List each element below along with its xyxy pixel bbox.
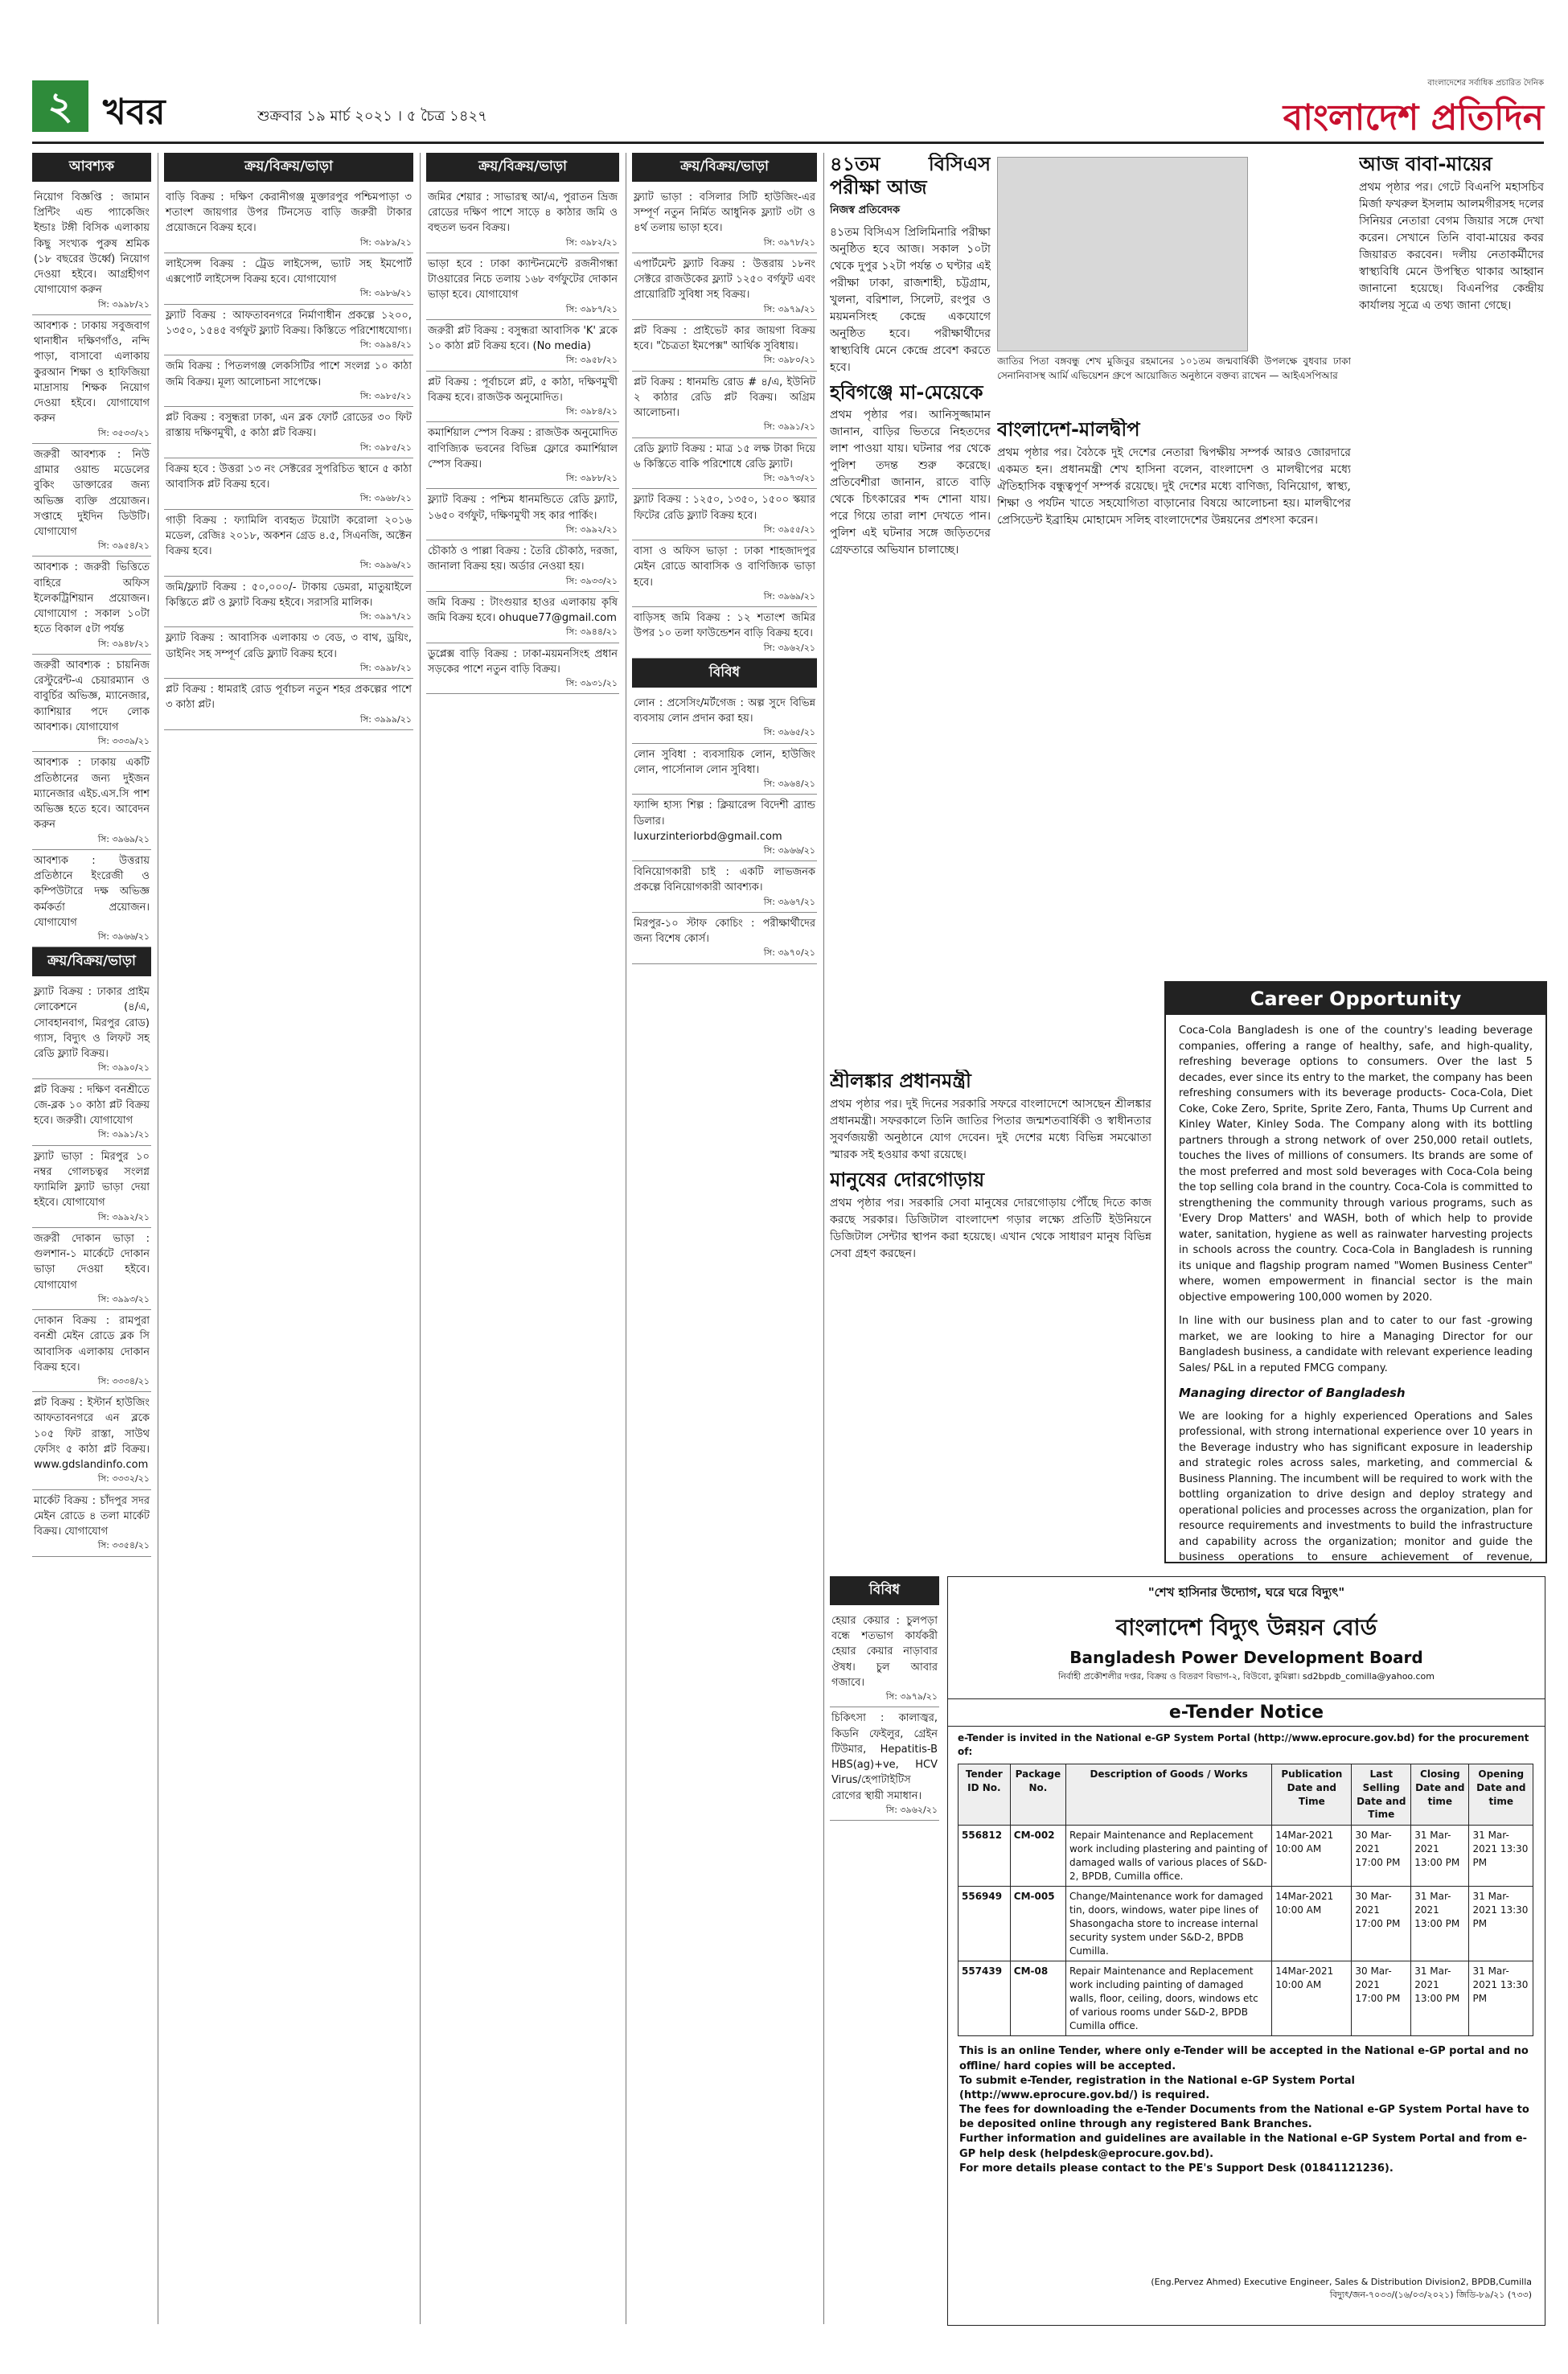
ad-serial: সি: ৩৯৯৩/২১ [97, 1293, 150, 1304]
table-row [958, 1887, 1533, 1961]
ad-serial: সি: ৩৯৬৪/২১ [763, 778, 815, 790]
ad-list [164, 187, 413, 730]
ad-list [632, 187, 817, 659]
ad-serial: সি: ৩৯৪৪/২১ [565, 626, 618, 638]
table-row [958, 1961, 1533, 2036]
classified-ad [426, 253, 619, 320]
classified-ad [164, 187, 413, 253]
photo-caption-box [997, 354, 1351, 410]
ad-text: জরুরী দোকান ভাড়া : গুলশান-১ মার্কেটে দোকান ভাড়া দেওয়া হইবে। যোগাযোগ [34, 1232, 150, 1292]
table-cell: 557439 [958, 1961, 1011, 2036]
ad-serial: সি: ৩৩৫৪/২১ [97, 1540, 150, 1551]
story-body: প্রথম পৃষ্ঠার পর। দুই দিনের সরকারি সফরে বাংলাদেশে আসছেন শ্রীলঙ্কার প্রধানমন্ত্রী। সফরকালে তিনি জাতির পিতার জন্মশতবার্ষিকী ও স্বাধীনতার সুবর্ণজয়ন্তী অনুষ্ঠানে যোগ দেবেন। দুই দেশের মধ্যে বিভিন্ন সমঝোতা স্মারক সই হওয়ার কথা রয়েছে। [830, 1097, 1151, 1161]
ad-serial: সি: ৩৯৯২/২১ [565, 524, 618, 535]
signer: (Eng.Pervez Ahmed) Executive Engineer, Sales & Distribution Division2, BPDB,Cumilla [1151, 2277, 1532, 2288]
classified-ad [426, 422, 619, 489]
ad-serial: সি: ৩৯৮৯/২১ [359, 236, 412, 248]
section-title: খবর [103, 92, 166, 133]
table-cell: CM-005 [1010, 1887, 1065, 1961]
ad-text: বিনিয়োগকারী চাই : একটি লাভজনক প্রকল্পে বিনিয়োগকারী আবশ্যক। [634, 866, 815, 894]
ad-text: প্লট বিক্রয় : পূর্বাচলে প্লট, ৫ কাঠা, দক্ষিণমুখী বিক্রয় হবে। রাজউক অনুমোদিত। [428, 376, 618, 404]
ad-serial: সি: ৩৯৯৮/২১ [97, 298, 150, 310]
table-cell: 14Mar-2021 10:00 AM [1272, 1826, 1352, 1887]
ad-text: ফ্ল্যাট বিক্রয় : আফতাবনগরে নির্মাণাধীন প্রকল্পে ১২০০, ১৩৫০, ১৫৪৫ বর্গফুট ফ্ল্যাট বিক্রয়। কিস্তিতে পরিশোধযোগ্য। [166, 309, 412, 337]
table-cell: 30 Mar-2021 17:00 PM [1352, 1961, 1411, 2036]
ad-serial: সি: ৩৯৮৫/২১ [359, 442, 412, 453]
table-cell: 31 Mar-2021 13:30 PM [1469, 1887, 1533, 1961]
ad-text: নিয়োগ বিজ্ঞপ্তি : জামান প্রিন্টিং এন্ড প্যাকেজিং ইন্ডাঃ টঙ্গী বিসিক এলাকায় কিছু সংখ্যক পুরুষ শ্রমিক (১৮ বছরের উর্ধ্বে) নিয়োগ দেওয়া হইবে। আগ্রহীগণ যোগাযোগ করুন [34, 191, 150, 297]
table-cell: 31 Mar-2021 13:00 PM [1411, 1961, 1469, 2036]
classified-ad [830, 1610, 939, 1707]
column-header: ক্রয়/বিক্রয়/ভাড়া [632, 153, 817, 182]
classified-ad [426, 489, 619, 540]
classified-ad [32, 752, 151, 849]
table-cell: 31 Mar-2021 13:00 PM [1411, 1826, 1469, 1887]
classified-ad [164, 355, 413, 407]
ad-serial: সি: ৩৯৭৯/২১ [885, 1691, 938, 1702]
page-number: ২ [32, 80, 88, 132]
org-name-bn: বাংলাদেশ বিদ্যুৎ উন্নয়ন বোর্ড [1115, 1614, 1377, 1641]
ad-serial: সি: ৩৩৩৪/২১ [97, 1375, 150, 1386]
ad-text: ফ্যান্সি হাস্য শিল্প : ক্লিয়ারেন্স বিদেশী ব্র্যান্ড ডিলার। luxurzinteriorbd@gmail.com [634, 799, 815, 843]
ad-serial: সি: ৩৯৫৮/২১ [565, 355, 618, 366]
classified-column-1 [32, 153, 151, 2316]
career-role: Managing director of Bangladesh [1179, 1386, 1406, 1400]
table-row [958, 1826, 1533, 1887]
ad-text: ভাড়া হবে : ঢাকা ক্যান্টনমেন্টে রজনীগন্ধা টাওয়ারের নিচে তলায় ১৬৮ বর্গফুটের দোকান ভাড়া হবে। যোগাযোগ [428, 257, 618, 302]
ad-text: ফ্ল্যাট ভাড়া : মিরপুর ১০ নম্বর গোলচত্বর সংলগ্ন ফ্যামিলি ফ্ল্যাট ভাড়া দেয়া হইবে। যোগাযোগ [34, 1150, 150, 1210]
classified-ad [32, 850, 151, 947]
ad-serial: সি: ৩৫৩৩/২১ [97, 427, 150, 438]
table-cell: 556812 [958, 1826, 1011, 1887]
tender-table [958, 1764, 1533, 2036]
ad-text: প্লট বিক্রয় : ধামরাই রোড পূর্বাচল নতুন শহর প্রকল্পের পাশে ৩ কাঠা প্লট। [166, 684, 412, 712]
headline: বাংলাদেশ-মালদ্বীপ [997, 418, 1140, 441]
org-name-en: Bangladesh Power Development Board [1069, 1648, 1423, 1667]
tender-note: Further information and guidelines are available in the National e-GP System Portal and from e-GP help desk (helpdesk@eprocure.gov.bd). [959, 2133, 1528, 2160]
ad-text: ফ্ল্যাট বিক্রয় : ১২৫০, ১৩৫০, ১৫০০ স্কয়ার ফিটের রেডি ফ্ল্যাট বিক্রয় হবে। [634, 494, 815, 522]
ad-text: বিক্রয় হবে : উত্তরা ১৩ নং সেক্টরের সুপরিচিত স্থানে ৫ কাঠা আবাসিক প্লট বিক্রয় হবে। [166, 462, 412, 491]
ad-serial: সি: ৩৯৩৩/২১ [565, 575, 618, 586]
classified-ad [632, 253, 817, 320]
classified-ad [32, 1228, 151, 1310]
ad-serial: সি: ৩৯৯৪/২১ [359, 339, 412, 351]
table-cell: 31 Mar-2021 13:30 PM [1469, 1826, 1533, 1887]
ad-serial: সি: ৩৯৬৬/২১ [763, 844, 815, 856]
newspaper-logo [1283, 77, 1544, 150]
logo-tagline: বাংলাদেশের সর্বাধিক প্রচারিত দৈনিক [1427, 79, 1544, 88]
headline: হবিগঞ্জে মা-মেয়েকে [830, 380, 983, 404]
ad-serial: সি: ৩৯৬৬/২১ [97, 930, 150, 942]
career-para: In line with our business plan and to cater to our fast -growing market, we are looking to hire a Managing Director for our Bangladesh business, a candidate with relevant experience leading Sales/ P&L in a reputed FMCG company. [1179, 1315, 1533, 1374]
news-photo [997, 157, 1248, 351]
classified-ad [426, 372, 619, 423]
ad-text: লোন : প্রসেসিং/মর্টগেজ : অল্প সুদে বিভিন্ন ব্যবসায় লোন প্রদান করা হয়। [634, 696, 815, 725]
classified-ad [32, 1490, 151, 1557]
ad-serial: সি: ৩৯৫৪/২১ [97, 540, 150, 552]
ad-serial: সি: ৩৯৮৭/২১ [565, 303, 618, 314]
ad-text: আবশ্যক : ঢাকায় একটি প্রতিষ্ঠানের জন্য দুইজন ম্যানেজার এইচ.এস.সি পাশ অভিজ্ঞ হতে হবে। আবেদন করুন [34, 757, 150, 832]
tender-intro: e-Tender is invited in the National e-GP System Portal (http://www.eprocure.gov.bd) for the procurement of: [958, 1732, 1529, 1758]
ad-serial: সি: ৩৩৩৯/২১ [97, 736, 150, 747]
ad-text: রেডি ফ্ল্যাট বিক্রয় : মাত্র ১৫ লক্ষ টাকা দিয়ে ৬ কিস্তিতে বাকি পরিশোধে রেডি ফ্ল্যাট। [634, 442, 815, 470]
classified-ad [426, 187, 619, 253]
classified-ad [632, 438, 817, 490]
table-cell: 31 Mar-2021 13:30 PM [1469, 1961, 1533, 2036]
ad-text: জরুরী আবশ্যক : চায়নিজ রেস্টুরেন্ট-এ চেয়ারম্যান ও বাবুর্চির অভিজ্ঞ, ম্যানেজার, ক্যাশিয়ার পদে লোক আবশ্যক। যোগাযোগ [34, 659, 150, 733]
column-header: বিবিধ [632, 659, 817, 688]
ad-text: লোন সুবিধা : ব্যবসায়িক লোন, হাউজিং লোন, পার্সোনাল লোন সুবিধা। [634, 748, 815, 776]
ad-text: লাইসেন্স বিক্রয় : ট্রেড লাইসেন্স, ভ্যাট সহ ইমপোর্ট এক্সপোর্ট লাইসেন্স বিক্রয় হবে। যোগাযোগ [166, 257, 412, 286]
news-bcs [830, 153, 991, 1062]
story-body: প্রথম পৃষ্ঠার পর। আনিসুজ্জামান জানান, বাড়ির ভিতরে নিহতদের লাশ পাওয়া যায়। ঘটনার পর থেকে পুলিশ তদন্ত শুরু করেছে। প্রতিবেশীরা জানান, রাতে বাড়ি থেকে চিৎকারের শব্দ শোনা যায়। পরে গিয়ে তারা লাশ দেখতে পান। পুলিশ এই ঘটনার সঙ্গে জড়িতদের গ্রেফতারে অভিযান চালাচ্ছে। [830, 409, 991, 557]
classified-ad [32, 187, 151, 315]
ad-text: জরুরী আবশ্যক : নিউ গ্রামার ওয়ান্ড মডেলের বুকিং ডাক্তারের জন্য অভিজ্ঞ ব্যক্তি প্রয়োজন। সপ্তাহে দুইদিন ডিউটি। যোগাযোগ [34, 448, 150, 538]
ad-text: দোকান বিক্রয় : রামপুরা বনশ্রী মেইন রোডে ব্লক সি আবাসিক এলাকায় দোকান বিক্রয় হবে। [34, 1315, 150, 1374]
ad-text: কমার্শিয়াল স্পেস বিক্রয় : রাজউক অনুমোদিত বাণিজ্যিক ভবনের বিভিন্ন ফ্লোরে কমার্শিয়াল স্পেস বিক্রয়। [428, 427, 618, 470]
logo-name: বাংলাদেশ প্রতিদিন [1283, 97, 1544, 138]
ad-serial: সি: ৩৯৬২/২১ [763, 642, 815, 653]
classified-ad [632, 795, 817, 861]
ad-text: জমি বিক্রয় : পিতলগঞ্জ লেকসিটির পাশে সংলগ্ন ১০ কাঠা জমি বিক্রয়। মূল্য আলোচনা সাপেক্ষে। [166, 360, 412, 388]
classified-ad [632, 744, 817, 795]
ad-list [830, 1610, 939, 1821]
column-header: ক্রয়/বিক্রয়/ভাড়া [164, 153, 413, 182]
classified-ad [32, 444, 151, 557]
ad-list [32, 187, 151, 947]
ad-text: ডুপ্লেক্স বাড়ি বিক্রয় : ঢাকা-ময়মনসিংহ প্রধান সড়কের পাশে নতুন বাড়ি বিক্রয়। [428, 647, 618, 676]
classified-ad [164, 577, 413, 628]
story-body: ৪১তম বিসিএস প্রিলিমিনারি পরীক্ষা অনুষ্ঠিত হবে আজ। সকাল ১০টা থেকে দুপুর ১২টা পর্যন্ত ৩ ঘণ্টার এই পরীক্ষা ঢাকা, রাজশাহী, চট্টগ্রাম, খুলনা, বরিশাল, সিলেট, রংপুর ও ময়মনসিংহ কেন্দ্রে একযোগে অনুষ্ঠিত হবে। পরীক্ষার্থীদের স্বাস্থ্যবিধি মেনে কেন্দ্রে প্রবেশ করতে হবে। [830, 225, 991, 374]
column-header: ক্রয়/বিক্রয়/ভাড়া [426, 153, 619, 182]
tender-note: This is an online Tender, where only e-Tender will be accepted in the National e-GP portal and no offline/ hard copies will be accepted. [959, 2045, 1529, 2072]
ad-text: চৌকাঠ ও পাল্লা বিক্রয় : তৈরি চৌকাঠ, দরজা, জানালা বিক্রয় হয়। অর্ডার নেওয়া হয়। [428, 545, 618, 573]
classified-ad [632, 692, 817, 744]
table-header: Publication Date and Time [1272, 1764, 1352, 1825]
classified-ad [426, 540, 619, 592]
ad-text: বাড়ি বিক্রয় : দক্ষিণ কেরানীগঞ্জ মুক্তারপুর পশ্চিমপাড়া ৩ শতাংশ জায়গার উপর টিনসেড বাড়ি জরুরী টাকার প্রয়োজনে বিক্রয় হবে। [166, 191, 412, 235]
signature-block [1151, 2276, 1532, 2301]
ad-text: প্লট বিক্রয় : ধানমন্ডি রোড # ৪/এ, ইউনিট ২ কাঠার রেডি প্লট বিক্রয়। অগ্রিম আলোচনা। [634, 376, 815, 420]
story-body: প্রথম পৃষ্ঠার পর। গেটে বিএনপি মহাসচিব মির্জা ফখরুল ইসলাম আলমগীরসহ দলের সিনিয়র নেতারা বেগম জিয়ার সঙ্গে দেখা করেন। সেখানে তিনি বাবা-মায়ের কবর জিয়ারত করবেন। দলীয় নেতাকর্মীদের স্বাস্থ্যবিধি মেনে উপস্থিত থাকার আহ্বান জানানো হয়েছে। বিএনপির কেন্দ্রীয় কার্যালয় সূত্রে এ তথ্য জানা গেছে। [1359, 180, 1544, 312]
dateline: শুক্রবার ১৯ মার্চ ২০২১ । ৫ চৈত্র ১৪২৭ [257, 108, 487, 125]
ad-serial: সি: ৩৯৭০/২১ [763, 947, 815, 959]
story-body: প্রথম পৃষ্ঠার পর। বৈঠকে দুই দেশের নেতারা দ্বিপক্ষীয় সম্পর্ক আরও জোরদারে একমত হন। প্রধানমন্ত্রী শেখ হাসিনা বলেন, বাংলাদেশ ও মালদ্বীপের মধ্যে ঐতিহাসিক বন্ধুত্বপূর্ণ সম্পর্ক রয়েছে। দুই দেশের মধ্যে বাণিজ্য, বিনিয়োগ, স্বাস্থ্য, শিক্ষা ও পর্যটন খাতে সহযোগিতা বাড়ানোর বিষয়ে আলোচনা হয়। মালদ্বীপের প্রেসিডেন্ট ইব্রাহিম মোহামেদ সলিহ বাংলাদেশের উন্নয়নের প্রশংসা করেন। [997, 446, 1351, 527]
ad-text: প্লট বিক্রয় : প্রাইভেট কার জায়গা বিক্রয় হবে। "চৈত্রতা ইমপেক্স" আর্থিক সুবিধায়। [634, 324, 815, 353]
classified-column-2 [164, 153, 413, 2316]
byline: নিজস্ব প্রতিবেদক [830, 203, 901, 216]
classified-ad [164, 510, 413, 577]
ad-serial: সি: ৩৯৭৯/২১ [763, 303, 815, 314]
story-body: প্রথম পৃষ্ঠার পর। সরকারি সেবা মানুষের দোরগোড়ায় পৌঁছে দিতে কাজ করছে সরকার। ডিজিটাল বাংলাদেশ গড়ার লক্ষ্যে প্রতিটি ইউনিয়নে ডিজিটাল সেন্টার স্থাপন করা হয়েছে। এখান থেকে সাধারণ মানুষ বিভিন্ন সেবা গ্রহণ করছেন। [830, 1196, 1151, 1260]
news-parents [1359, 153, 1544, 973]
table-cell: CM-002 [1010, 1826, 1065, 1887]
classified-ad [164, 407, 413, 458]
classified-ad [632, 913, 817, 964]
career-ad [1164, 981, 1547, 1563]
column-divider [823, 153, 824, 2324]
table-header: Last Selling Date and Time [1352, 1764, 1411, 1825]
table-cell: 31 Mar-2021 13:00 PM [1411, 1887, 1469, 1961]
classified-ad [632, 320, 817, 372]
ad-serial: সি: ৩৯৭৮/২১ [763, 236, 815, 248]
column-header: ক্রয়/বিক্রয়/ভাড়া [32, 947, 151, 976]
table-cell: 30 Mar-2021 17:00 PM [1352, 1887, 1411, 1961]
misc-column [830, 1576, 939, 2324]
ad-serial: সি: ৩৯৮২/২১ [565, 236, 618, 248]
ad-text: প্লট বিক্রয় : ইস্টার্ন হাউজিং আফতাবনগরে এন ব্লকে ১০৫ ফিট রাস্তা, সাউথ ফেসিং ৫ কাঠা প্লট বিক্রয়। www.gdslandinfo.com [34, 1397, 150, 1472]
classified-ad [32, 1392, 151, 1489]
classified-ad [632, 607, 817, 659]
table-header: Opening Date and time [1469, 1764, 1533, 1825]
ad-text: ফ্ল্যাট বিক্রয় : ঢাকার প্রাইম লোকেশনে (৪/এ, সোবহানবাগ, মিরপুর রোড) গ্যাস, বিদ্যুৎ ও লিফট সহ রেডি ফ্ল্যাট বিক্রয়। [34, 986, 150, 1061]
notice-title: e-Tender Notice [948, 1698, 1545, 1727]
classified-ad [32, 1079, 151, 1146]
ad-serial: সি: ৩৯৯৬/২১ [359, 560, 412, 571]
table-header: Closing Date and time [1411, 1764, 1469, 1825]
ad-text: আবশ্যক : জরুরী ভিত্তিতে বাহিরে অফিস ইলেকট্রিশিয়ান প্রয়োজন। যোগাযোগ : সকাল ১০টা হতে বিকাল ৫টা পর্যন্ত [34, 561, 150, 636]
ad-text: মিরপুর-১০ স্টাফ কোচিং : পরীক্ষার্থীদের জন্য বিশেষ কোর্স। [634, 917, 815, 946]
classified-ad [632, 489, 817, 540]
tender-note: To submit e-Tender, registration in the National e-GP System Portal (http://www.eprocure.gov.bd/) is required. [959, 2074, 1355, 2101]
ad-serial: সি: ৩৯৯৯/২১ [359, 713, 412, 725]
ad-text: ফ্ল্যাট ভাড়া : বসিলার সিটি হাউজিং-এর সম্পূর্ণ নতুন নির্মিত আধুনিক ফ্ল্যাট ৩টা ও ৪র্থ তলায় ভাড়া হবে। [634, 191, 815, 235]
ad-serial: সি: ৩৯৮৬/২১ [359, 288, 412, 299]
column-header: আবশ্যক [32, 153, 151, 182]
ad-serial: সি: ৩৯৯১/২১ [763, 421, 815, 433]
ad-serial: সি: ৩৯৬৯/২১ [763, 590, 815, 602]
ad-text: ফ্ল্যাট বিক্রয় : পশ্চিম ধানমন্ডিতে রেডি ফ্ল্যাট, ১৬৫০ বর্গফুট, দক্ষিণমুখী সহ কার পার্কিং। [428, 494, 618, 522]
headline: শ্রীলঙ্কার প্রধানমন্ত্রী [830, 1070, 971, 1092]
classified-ad [32, 315, 151, 444]
career-para: Coca-Cola Bangladesh is one of the country's leading beverage companies, offering a range of healthy, safe, and high-quality, refreshing beverage options to consumers. Over the last 5 decades, ever since its entry to the market, the company has been refreshing consumers with its beverage products- Coca-Cola, Diet Coke, Coke Zero, Sprite, Sprite Zero, Fanta, Thums Up Current and Kinley Water, Kinley Soda. The Company along with its bottling partners through a strong network of over 250,000 retail outlets, touches the lives of millions of consumers. Its brands are some of the most preferred and most sold beverages with Coca-Cola being the top selling cola brand in the country. Coca-Cola is committed to strengthening the community through various programs, such as 'Every Drop Matters' and WASH, both of which help to provide water, sanitation, hygiene as well as rainwater harvesting projects in schools across the country. Coca-Cola in Bangladesh is running its unique and flagship program named "Women Business Center" where, women empowerment in financial sector is the main objective empowering 100,000 women by 2020. [1179, 1025, 1533, 1304]
ad-serial: সি: ৩৯৯১/২১ [97, 1129, 150, 1140]
ad-serial: সি: ৩৯৬২/২১ [885, 1804, 938, 1815]
ad-text: মার্কেট বিক্রয় : চাঁদপুর সদর মেইন রোডে ৪ তলা মার্কেট বিক্রয়। যোগাযোগ [34, 1494, 150, 1538]
tender-note: For more details please contact to the PE's Support Desk (01841121236). [959, 2162, 1394, 2175]
classified-ad [426, 320, 619, 372]
classified-ad [32, 557, 151, 654]
ad-text: হেয়ার কেয়ার : চুলপড়া বন্ধে শতভাগ কার্যকরী হেয়ার কেয়ার নাড়াবার ঔষধ। চুল আবার গজাবে। [831, 1615, 938, 1689]
ad-text: বাড়িসহ জমি বিক্রয় : ১২ শতাংশ জমির উপর ১০ তলা ফাউন্ডেশন বাড়ি বিক্রয় হবে। [634, 612, 815, 640]
ad-text: জমি/ফ্ল্যাট বিক্রয় : ৫০,০০০/- টাকায় ডেমরা, মাতুয়াইলে কিস্তিতে প্লট ও ফ্ল্যাট বিক্রয় হইবে। সরাসরি মালিক। [166, 581, 412, 609]
career-title: Career Opportunity [1166, 983, 1545, 1015]
ad-serial: সি: ৩৯৮৮/২১ [565, 473, 618, 484]
ad-serial: সি: ৩৯৯৭/২১ [359, 611, 412, 622]
ad-list [426, 187, 619, 694]
ad-text: চিকিৎসা : কালাজ্বর, কিডনি ফেইলুর, গ্রেইন টিউমার, Hepatitis-B HBS(ag)+ve, HCV Virus/হেপাটাইটিস রোগের স্থায়ী সমাধান। [831, 1712, 938, 1802]
classified-ad [32, 655, 151, 752]
classified-ad [632, 861, 817, 913]
ad-text: এপার্টমেন্ট ফ্ল্যাট বিক্রয় : উত্তরায় ১৮নং সেক্টরে রাজউকের ফ্ল্যাট ১২৫০ বর্গফুট এবং প্রায়োরিটি সুবিধা সহ বিক্রয়। [634, 257, 815, 302]
table-header: Tender ID No. [958, 1764, 1011, 1825]
ad-serial: সি: ৩৩৩২/২১ [97, 1473, 150, 1485]
tender-note: The fees for downloading the e-Tender Documents from the National e-GP System Portal have to be deposited online through any registered Bank Branches. [959, 2104, 1529, 2131]
ad-serial: সি: ৩৯৬৯/২১ [97, 833, 150, 844]
tender-notice [947, 1576, 1545, 2326]
ad-text: ফ্ল্যাট বিক্রয় : আবাসিক এলাকায় ৩ বেড, ৩ বাথ, ড্রয়িং, ডাইনিং সহ সম্পূর্ণ রেডি ফ্ল্যাট বিক্রয় হবে। [166, 632, 412, 660]
ad-serial: সি: ৩৯৩১/২১ [565, 678, 618, 689]
classified-ad [426, 592, 619, 643]
ad-serial: সি: ৩৯৯৮/২১ [359, 662, 412, 673]
ad-serial: সি: ৩৯৮৪/২১ [565, 406, 618, 417]
ad-serial: সি: ৩৯৮৫/২১ [359, 390, 412, 401]
table-cell: CM-08 [1010, 1961, 1065, 2036]
classified-column-3 [426, 153, 619, 2316]
office-address: নির্বাহী প্রকৌশলীর দপ্তর, বিক্রয় ও বিতরণ বিভাগ-২, বিউবো, কুমিল্লা। sd2bpdb_comilla@yahoo.com [1058, 1671, 1435, 1682]
ad-text: জরুরী প্লট বিক্রয় : বসুন্ধরা আবাসিক 'K' ব্লকে ১০ কাঠা প্লট বিক্রয় হবে। (No media) [428, 324, 618, 353]
ad-text: বাসা ও অফিস ভাড়া : ঢাকা শাহজাদপুর মেইন রোডে আবাসিক ও বাণিজ্যিক ভাড়া হবে। [634, 545, 815, 589]
ad-serial: সি: ৩৯৯০/২১ [97, 1062, 150, 1074]
table-cell: 30 Mar-2021 17:00 PM [1352, 1826, 1411, 1887]
classified-ad [32, 1146, 151, 1228]
headline: মানুষের দোরগোড়ায় [830, 1168, 985, 1191]
table-cell: 14Mar-2021 10:00 AM [1272, 1887, 1352, 1961]
ad-serial: সি: ৩৯৯২/২১ [97, 1211, 150, 1222]
column-divider [420, 153, 421, 2324]
ad-text: প্লট বিক্রয় : বসুন্ধরা ঢাকা, এন ব্লক ফোর্ট রোডের ৩০ ফিট রাস্তায় দক্ষিণমুখী, ৫ কাঠা প্লট বিক্রয়। [166, 412, 412, 440]
ad-text: প্লট বিক্রয় : দক্ষিণ বনশ্রীতে জে-ব্লক ১০ কাঠা প্লট বিক্রয় হবে। জরুরী। যোগাযোগ [34, 1083, 150, 1127]
table-cell: Repair Maintenance and Replacement work including painting of damaged walls, floor, ceiling, doors, windows etc of various rooms under S&D-2, BPDB Cumilla office. [1065, 1961, 1271, 2036]
classified-ad [32, 981, 151, 1078]
tender-quote: "শেখ হাসিনার উদ্যোগ, ঘরে ঘরে বিদ্যুৎ" [1147, 1585, 1345, 1600]
classified-ad [830, 1707, 939, 1821]
table-cell: Repair Maintenance and Replacement work including plastering and painting of damaged walls of various places of S&D-2, BPDB, Cumilla office. [1065, 1826, 1271, 1887]
ad-list [632, 692, 817, 964]
ad-text: গাড়ী বিক্রয় : ফ্যামিলি ব্যবহৃত টয়োটা করোলা ২০১৬ মডেল, রেজিঃ ২০১৮, অকশন গ্রেড ৪.৫, সিএনজি, অক্টেন বিক্রয় হবে। [166, 514, 412, 558]
masthead [32, 80, 1544, 144]
ad-serial: সি: ৩৯৮০/২১ [763, 355, 815, 366]
photo-caption: জাতির পিতা বঙ্গবন্ধু শেখ মুজিবুর রহমানের ১০১তম জন্মবার্ষিকী উপলক্ষে বুধবার ঢাকা সেনানিবাসস্থ আর্মি এভিয়েশন গ্রুপে আয়োজিত অনুষ্ঠানে বক্তব্য রাখেন — আইএসপিআর [997, 355, 1351, 381]
ad-text: জমি বিক্রয় : টাংগুয়ার হাওর এলাকায় কৃষি জমি বিক্রয় হবে। ohuque77@gmail.com [428, 596, 618, 625]
table-cell: 14Mar-2021 10:00 AM [1272, 1961, 1352, 2036]
classified-ad [632, 540, 817, 607]
headline: ৪১তম বিসিএস পরীক্ষা আজ [830, 153, 991, 199]
classified-column-4 [632, 153, 817, 2316]
memo-number: বিদ্যুৎ/জন-৭০৩৩/(১৬/০৩/২০২১) জিডি-৮৯/২১ (৭৩৩) [1329, 2289, 1532, 2300]
classified-ad [632, 372, 817, 438]
ad-serial: সি: ৩৯৪৮/২১ [97, 638, 150, 649]
ad-serial: সি: ৩৯৭৩/২১ [763, 473, 815, 484]
classified-ad [164, 458, 413, 510]
classified-ad [164, 627, 413, 679]
table-header: Description of Goods / Works [1065, 1764, 1271, 1825]
ad-text: আবশ্যক : উত্তরায় প্রতিষ্ঠানে ইংরেজী ও কম্পিউটারে দক্ষ অভিজ্ঞ কর্মকর্তা প্রয়োজন। যোগাযোগ [34, 854, 150, 929]
ad-serial: সি: ৩৯৬৮/২১ [359, 493, 412, 504]
classified-ad [164, 679, 413, 730]
classified-ad [164, 253, 413, 305]
ad-text: আবশ্যক : ঢাকায় সবুজবাগ থানাধীন দক্ষিণগাঁও, নন্দি পাড়া, বাসাবো এলাকায় কুরআন শিক্ষা ও হাফিজিয়া মাদ্রাসায় শিক্ষক নিয়োগ দেওয়া হইবে। যোগাযোগ করুন [34, 319, 150, 425]
classified-ad [426, 643, 619, 695]
news-maldives [997, 418, 1351, 973]
column-header: বিবিধ [830, 1576, 939, 1605]
classified-ad [164, 305, 413, 356]
table-cell: Change/Maintenance work for damaged tin, doors, windows, water pipe lines of Shasongacha store to increase internal security system under S&D-2, BPDB Cumilla. [1065, 1887, 1271, 1961]
headline: আজ বাবা-মায়ের [1359, 153, 1492, 175]
ad-serial: সি: ৩৯৬৭/২১ [763, 896, 815, 907]
career-para: We are looking for a highly experienced Operations and Sales professional, with strong international experience over 10 years in the Beverage industry who has significant exposure in leadership and strategic roles across sales, marketing, and commercial & Business Planning. The incumbent will be required to work with the bottling organization to drive design and deploy strategy and operational policies and processes across the organization, plan for resource requirements and investments to build the infrastructure and capability across the organization; monitor and guide the business operations to ensure achievement of revenue, [1179, 1410, 1533, 1563]
classified-ad [632, 187, 817, 253]
news-pm [830, 1070, 1151, 1568]
ad-serial: সি: ৩৯৬৫/২১ [763, 727, 815, 738]
ad-list [32, 981, 151, 1556]
ad-text: জমির শেয়ার : সাভারস্থ আ/এ, পুরাতন ভ্রিজ রোডের দক্ষিণ পাশে সাড়ে ৪ কাঠার জমি ও বহুতল ভবন বিক্রয়। [428, 191, 618, 235]
table-header: Package No. [1010, 1764, 1065, 1825]
classified-ad [32, 1310, 151, 1392]
ad-serial: সি: ৩৯৫৫/২১ [763, 524, 815, 535]
table-cell: 556949 [958, 1887, 1011, 1961]
